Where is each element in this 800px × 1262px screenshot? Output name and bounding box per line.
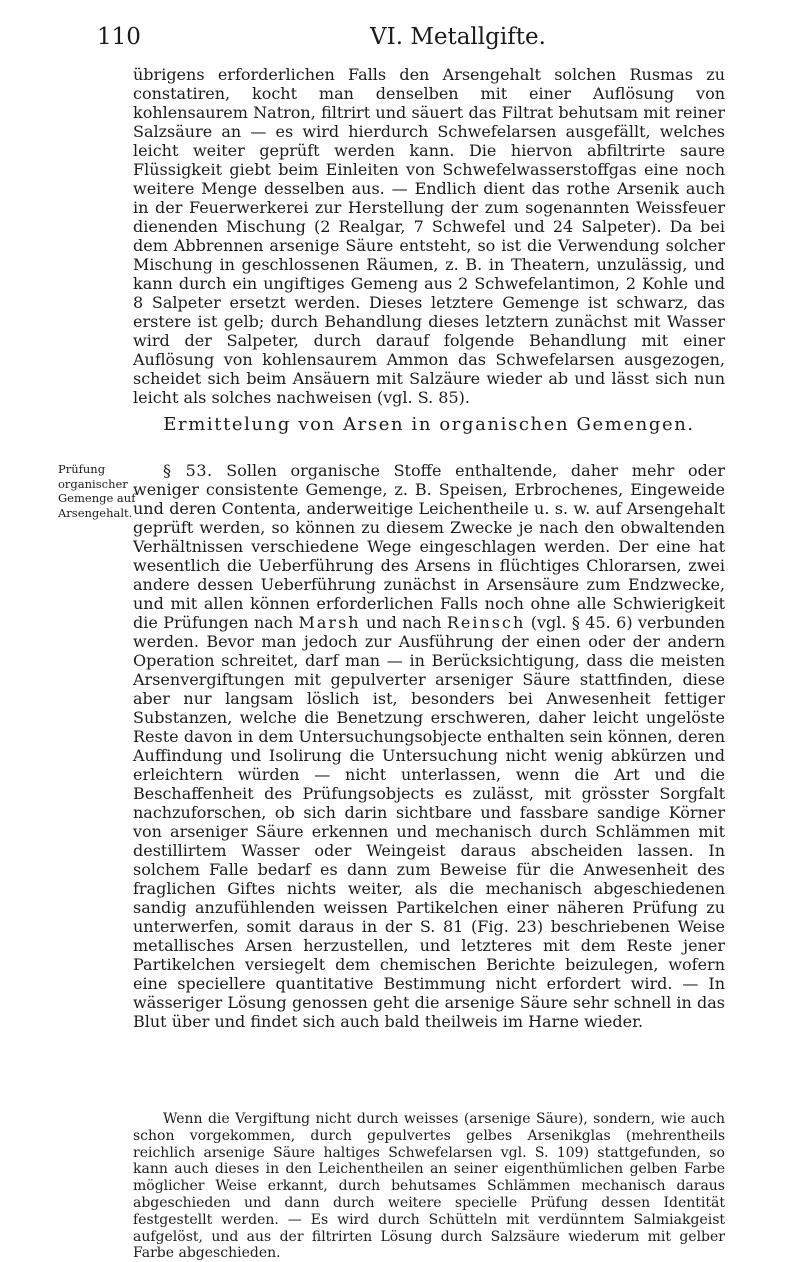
running-title: VI. Metallgifte.	[370, 24, 546, 50]
paragraph-continued: übrigens erforderlichen Falls den Arsengehalt solchen Rusmas zu constatiren, kocht man denselben mit einer Auflösung von kohlensaurem Natron, filtrirt und säuert das Filtrat behutsam mit reiner Salzsäure an — es wird hierdurch Schwefelarsen ausgefällt, welches leicht weiter geprüft werden kann. Die hiervon abfiltrirte saure Flüssigkeit giebt beim Einleiten von Schwefelwasserstoffgas eine noch weitere Menge desselben aus. — Endlich dient das rothe Arsenik auch in der Feuerwerkerei zur Herstellung der zum sogenannten Weissfeuer dienenden Mischung (2 Realgar, 7 Schwefel und 24 Salpeter). Da bei dem Abbrennen arsenige Säure entsteht, so ist die Verwendung solcher Mischung in geschlossenen Räumen, z. B. in Theatern, unzulässig, und kann durch ein ungiftiges Gemeng aus 2 Schwefelantimon, 2 Kohle und 8 Salpeter ersetzt werden. Dieses letztere Gemenge ist schwarz, das erstere ist gelb; durch Behandlung dieses letztern zunächst mit Wasser wird der Salpeter, durch darauf folgende Behandlung mit einer Auflösung von kohlensaurem Ammon das Schwefelarsen ausgezogen, scheidet sich beim Ansäuern mit Salzäure wieder ab und lässt sich nun leicht als solches nachweisen (vgl. S. 85).	[133, 65, 725, 407]
paragraph-text-part-b: und nach	[366, 613, 442, 632]
paragraph-text-part-a: Sollen organische Stoffe enthaltende, daher mehr oder weniger consistente Gemenge, z. B. Speisen, Erbrochenes, Eingeweide und deren Contenta, anderweitige Leichentheile u. s. w. auf Arsengehalt geprüft werden, so können zu diesem Zwecke je nach den obwaltenden Verhältnissen verschiedene Wege eingeschlagen werden. Der eine hat wesentlich die Ueberführung des Arsens in flüchtiges Chlorarsen, zwei andere dessen Ueberführung zunächst in Arsensäure zum Endzwecke, und mit allen können erforderlichen Falls noch ohne alle Schwierigkeit die Prüfungen nach	[133, 461, 726, 632]
page-header	[0, 24, 800, 64]
paragraph-section-53	[133, 461, 725, 1031]
margin-note: Prüfung organischer Gemenge auf Arsengehalt.	[58, 462, 136, 520]
small-print-paragraph: Wenn die Vergiftung nicht durch weisses (arsenige Säure), sondern, wie auch schon vorgekommen, durch gepulvertes gelbes Arsenikglas (mehrentheils reichlich arsenige Säure haltiges Schwefelarsen vgl. S. 109) stattgefunden, so kann auch dieses in den Leichentheilen an seiner eigenthümlichen gelben Farbe möglicher Weise erkannt, durch behutsames Schlämmen mechanisch daraus abgeschieden und dann durch weitere specielle Prüfung dessen Identität festgestellt werden. — Es wird durch Schütteln mit verdünntem Salmiakgeist aufgelöst, und aus der filtrirten Lösung durch Salzsäure wiederum mit gelber Farbe abgeschieden.	[133, 1111, 725, 1262]
section-heading: Ermittelung von Arsen in organischen Gemengen.	[163, 414, 695, 435]
name-reinsch: Reinsch	[446, 613, 526, 632]
paragraph-text-part-c: (vgl. § 45. 6) verbunden werden. Bevor man jedoch zur Ausführung der einen oder der andern Operation schreitet, darf man — in Berücksichtigung, dass die meisten Arsenvergiftungen mit gepulverter arseniger Säure stattfinden, diese aber nur langsam löslich ist, besonders bei Anwesenheit fettiger Substanzen, welche die Benetzung erschweren, daher leicht ungelöste Reste davon in dem Untersuchungsobjecte enthalten sein können, deren Auffindung und Isolirung die Untersuchung nicht wenig abkürzen und erleichtern würden — nicht unterlassen, wenn die Art und die Beschaffenheit des Prüfungsobjects es zulässt, mit grösster Sorgfalt nachzuforschen, ob sich darin sichtbare und fassbare sandige Körner von arseniger Säure erkennen und mechanisch durch Schlämmen mit destillirtem Wasser oder Weingeist daraus abscheiden lassen. In solchem Falle bedarf es dann zum Beweise für die Anwesenheit des fraglichen Giftes nichts weiter, als die mechanisch abgeschiedenen sandig anzufühlenden weissen Partikelchen einer näheren Prüfung zu unterwerfen, somit daraus in der S. 81 (Fig. 23) beschriebenen Weise metallisches Arsen herzustellen, und letzteres mit dem Reste jener Partikelchen versiegelt dem chemischen Berichte beizulegen, wofern eine speciellere quantitative Bestimmung nicht erfordert wird. — In wässeriger Lösung genossen geht die arsenige Säure sehr schnell in das Blut über und findet sich auch bald theilweis im Harne wieder.	[133, 613, 726, 1031]
name-marsh: Marsh	[298, 613, 361, 632]
section-number: § 53.	[163, 461, 213, 480]
page-number: 110	[97, 24, 141, 50]
